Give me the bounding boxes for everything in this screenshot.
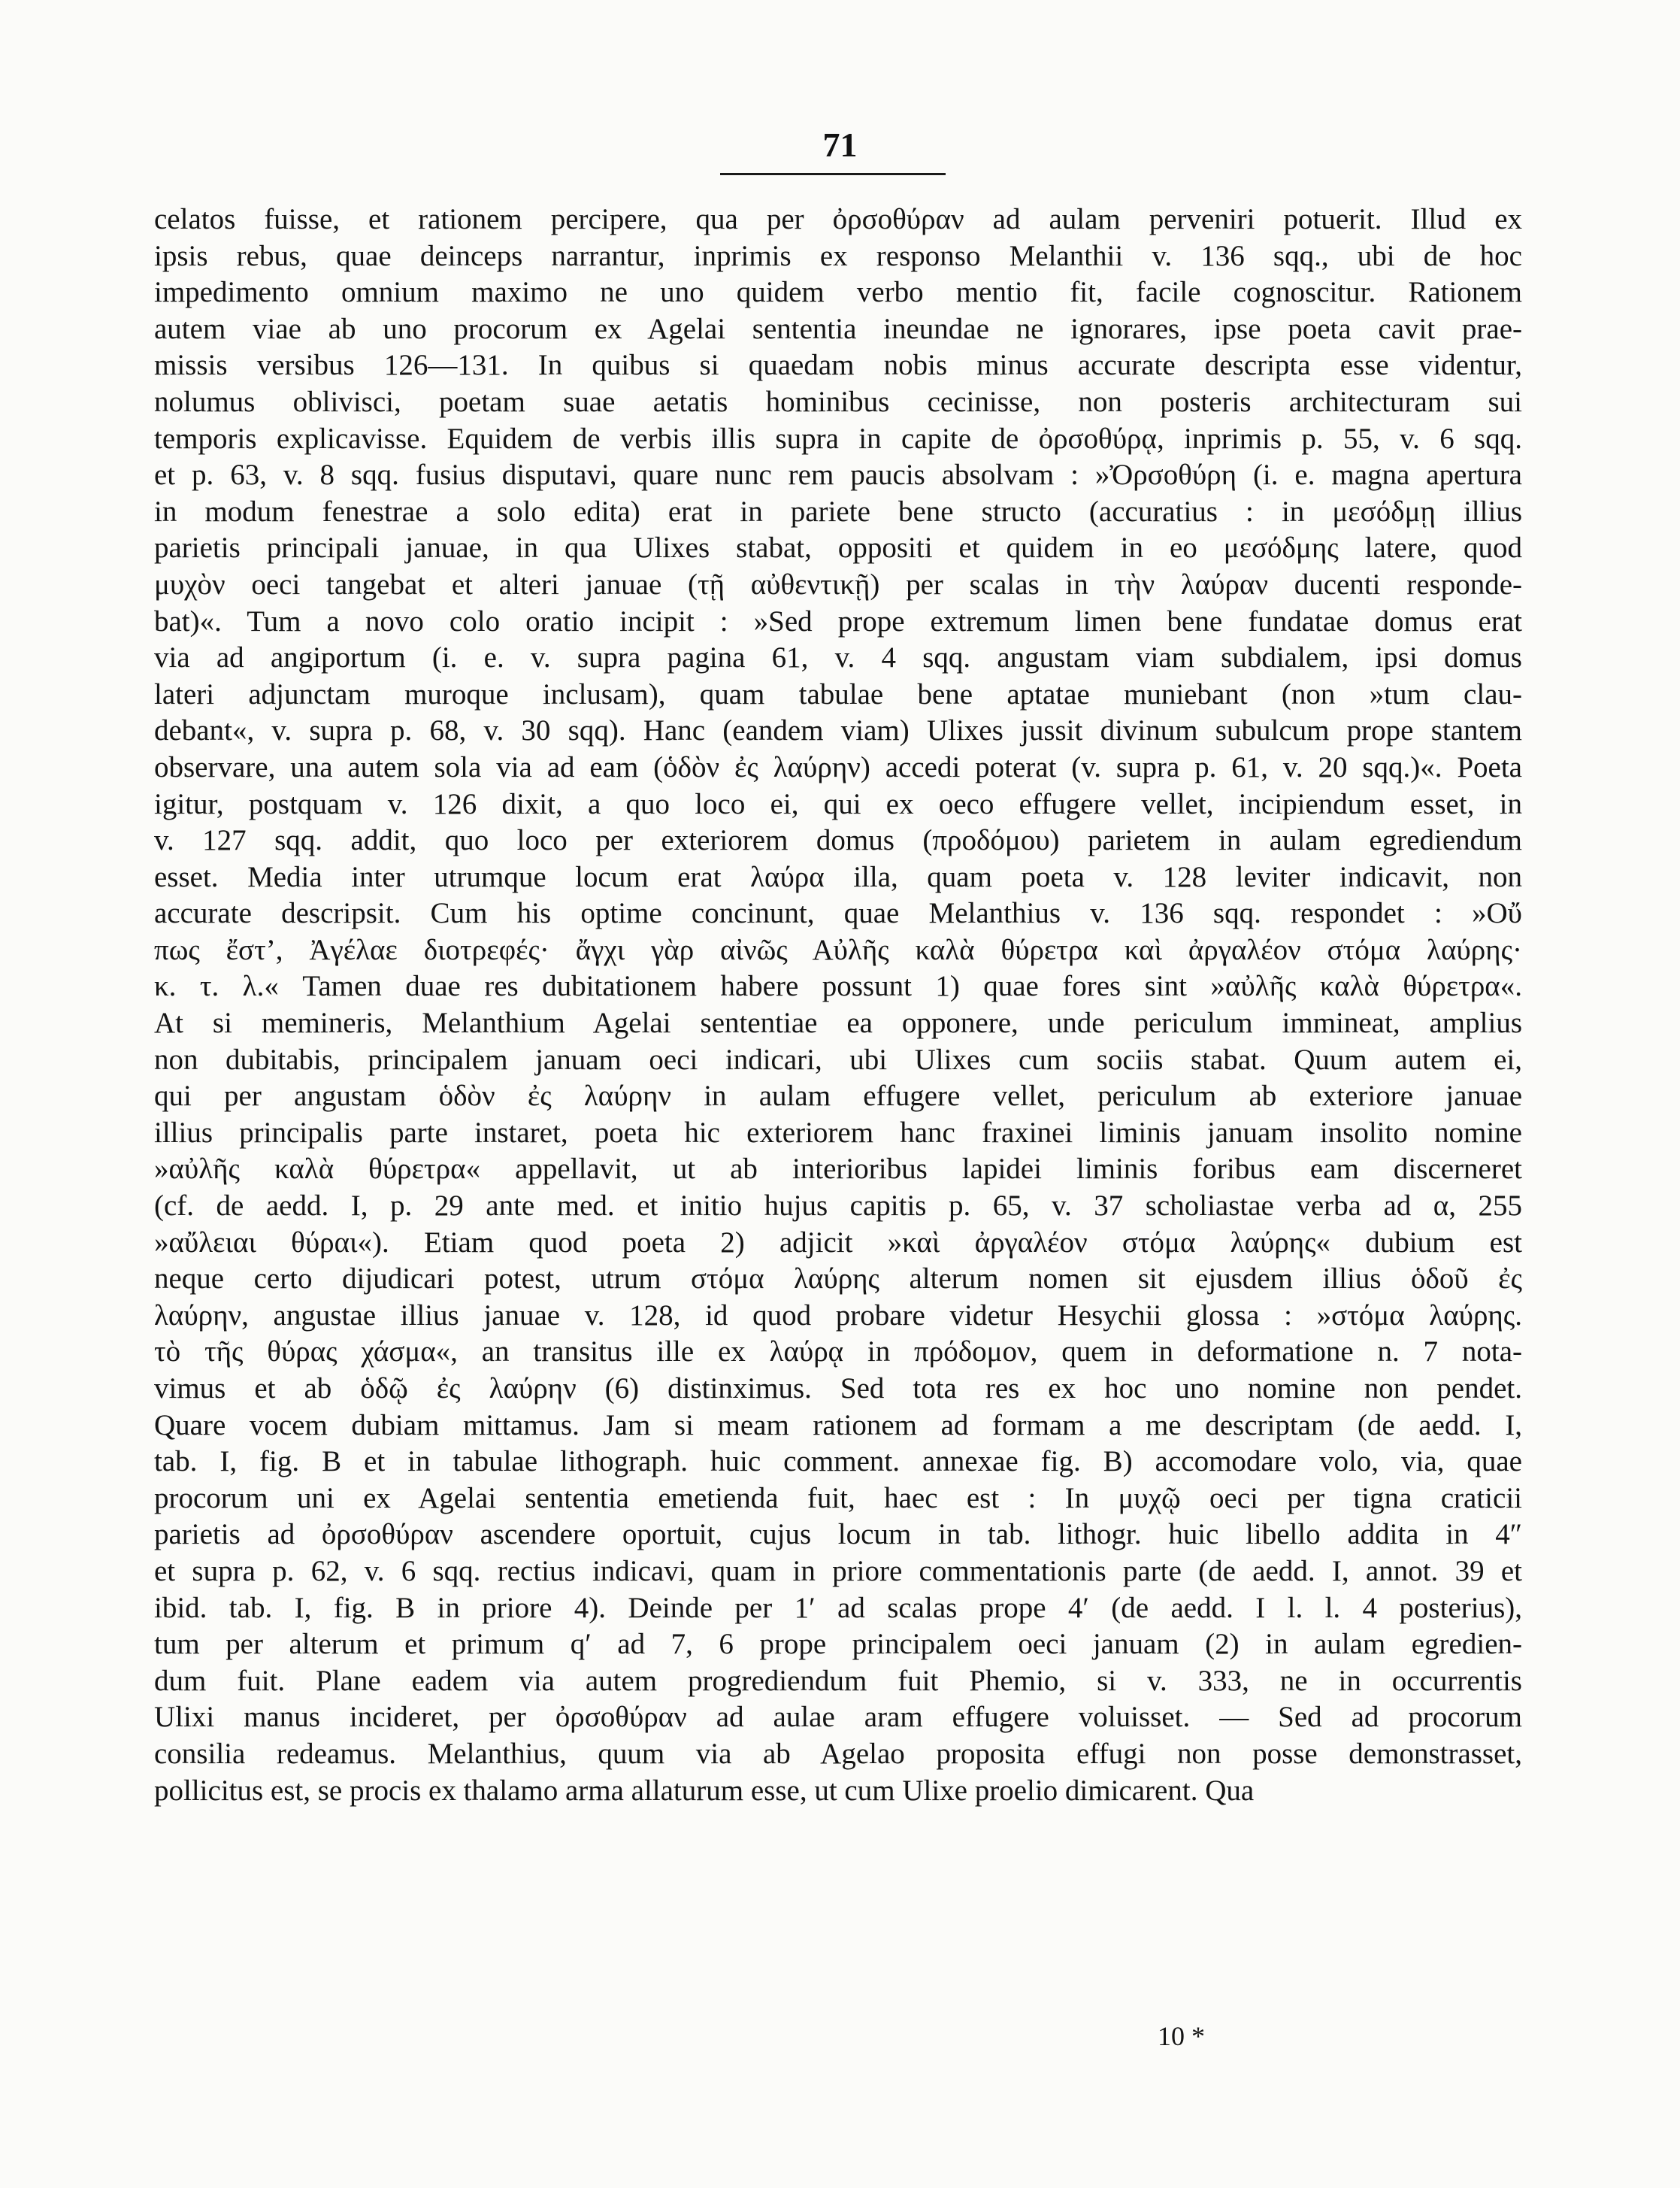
text-line: impedimento omnium maximo ne uno quidem verbo mentio fit, facile cognoscitur. Rationem: [154, 276, 1522, 309]
text-line: πως ἔστ’, Ἀγέλαε διοτρεφές· ἄγχι γὰρ αἰνῶς Αὐλῆς καλὰ θύρετρα καὶ ἀργαλέον στόμα λαύρης·: [154, 933, 1522, 966]
text-line: debant«, v. supra p. 68, v. 30 sqq). Hanc (eandem viam) Ulixes jussit divinum subulcum prope stantem: [154, 714, 1522, 747]
text-line: celatos fuisse, et rationem percipere, qua per ὀρσοθύραν ad aulam perveniri potuerit. Illud ex: [154, 203, 1522, 235]
body-text: [154, 202, 1522, 1809]
page-number: 71: [822, 126, 858, 164]
text-line: et p. 63, v. 8 sqq. fusius disputavi, quare nunc rem paucis absolvam : »Ὀρσοθύρη (i. e. magna apertura: [154, 459, 1522, 492]
text-line: accurate descripsit. Cum his optime concinunt, quae Melanthius v. 136 sqq. respondet : »Οὔ: [154, 897, 1522, 930]
text-line: bat)«. Tum a novo colo oratio incipit : »Sed prope extremum limen bene fundatae domus erat: [154, 605, 1522, 638]
text-line: procorum uni ex Agelai sententia emetienda fuit, haec est : In μυχῷ oeci per tigna craticii: [154, 1481, 1522, 1514]
text-line: At si memineris, Melanthium Agelai sententiae ea opponere, unde periculum immineat, amplius: [154, 1007, 1522, 1040]
text-line: lateri adjunctam muroque inclusam), quam tabulae bene aptatae muniebant (non »tum clau-: [154, 677, 1522, 711]
text-line: (cf. de aedd. I, p. 29 ante med. et initio hujus capitis p. 65, v. 37 scholiastae verba ad α, 255: [154, 1189, 1522, 1223]
text-line: tum per alterum et primum q′ ad 7, 6 prope principalem oeci januam (2) in aulam egredien-: [154, 1628, 1522, 1661]
text-line: missis versibus 126—131. In quibus si quaedam nobis minus accurate descripta esse videntur,: [154, 349, 1522, 382]
text-line: dum fuit. Plane eadem via autem progrediendum fuit Phemio, si v. 333, ne in occurrentis: [154, 1664, 1522, 1697]
text-line: τὸ τῆς θύρας χάσμα«, an transitus ille ex λαύρᾳ in πρόδομον, quem in deformatione n. 7 nota-: [154, 1335, 1522, 1368]
text-line: Quare vocem dubiam mittamus. Jam si meam rationem ad formam a me descriptam (de aedd. I,: [154, 1408, 1522, 1441]
text-line: μυχὸν oeci tangebat et alteri januae (τῇ αὐθεντικῇ) per scalas in τὴν λαύραν ducenti responde-: [154, 568, 1522, 601]
text-line: in modum fenestrae a solo edita) erat in pariete bene structo (accuratius : in μεσόδμῃ illius: [154, 495, 1522, 528]
text-line: v. 127 sqq. addit, quo loco per exteriorem domus (προδόμου) parietem in aulam egrediendum: [154, 824, 1522, 857]
text-line: via ad angiportum (i. e. v. supra pagina 61, v. 4 sqq. angustam viam subdialem, ipsi domus: [154, 641, 1522, 674]
text-line: non dubitabis, principalem januam oeci indicari, ubi Ulixes cum sociis stabat. Quum autem ei,: [154, 1043, 1522, 1076]
text-line: et supra p. 62, v. 6 sqq. rectius indicavi, quam in priore commentationis parte (de aedd. I, annot. 39 et: [154, 1554, 1522, 1587]
text-line: »αὔλειαι θύραι«). Etiam quod poeta 2) adjicit »καὶ ἀργαλέον στόμα λαύρης« dubium est: [154, 1226, 1522, 1259]
text-line: pollicitus est, se procis ex thalamo arma allaturum esse, ut cum Ulixe proelio dimicarent. Qua: [154, 1774, 1255, 1807]
text-line: Ulixi manus incideret, per ὀρσοθύραν ad aulae aram effugere voluisset. — Sed ad procorum: [154, 1701, 1522, 1734]
text-line: λαύρην, angustae illius januae v. 128, id quod probare videtur Hesychii glossa : »στόμα λαύρης.: [154, 1299, 1522, 1332]
text-line: parietis principali januae, in qua Ulixes stabat, oppositi et quidem in eo μεσόδμης latere, quod: [154, 532, 1522, 565]
text-line: temporis explicavisse. Equidem de verbis illis supra in capite de ὀρσοθύρᾳ, inprimis p. 55, v. 6 sqq.: [154, 422, 1522, 455]
text-line: »αὐλῆς καλὰ θύρετρα« appellavit, ut ab interioribus lapidei liminis foribus eam discerneret: [154, 1153, 1522, 1186]
text-line: illius principalis parte instaret, poeta hic exteriorem hanc fraxinei liminis januam insolito nomine: [154, 1116, 1522, 1149]
text-line: ipsis rebus, quae deinceps narrantur, inprimis ex responso Melanthii v. 136 sqq., ubi de hoc: [154, 239, 1522, 272]
text-line: tab. I, fig. B et in tabulae lithograph. huic comment. annexae fig. B) accomodare volo, via, quae: [154, 1445, 1522, 1478]
text-line: parietis ad ὀρσοθύραν ascendere oportuit, cujus locum in tab. lithogr. huic libello addita in 4″: [154, 1518, 1522, 1551]
signature-mark: 10 *: [1158, 2021, 1205, 2051]
text-line: igitur, postquam v. 126 dixit, a quo loco ei, qui ex oeco effugere vellet, incipiendum esset, in: [154, 787, 1522, 820]
text-line: ibid. tab. I, fig. B in priore 4). Deinde per 1′ ad scalas prope 4′ (de aedd. I l. l. 4 posterius),: [154, 1591, 1522, 1624]
text-line: autem viae ab uno procorum ex Agelai sententia ineundae ne ignorares, ipse poeta cavit prae-: [154, 312, 1522, 345]
text-line: esset. Media inter utrumque locum erat λαύρα illa, quam poeta v. 128 leviter indicavit, non: [154, 860, 1522, 893]
text-line: vimus et ab ὁδῷ ἐς λαύρην (6) distinximus. Sed tota res ex hoc uno nomine non pendet.: [154, 1372, 1522, 1405]
text-line: neque certo dijudicari potest, utrum στόμα λαύρης alterum nomen sit ejusdem illius ὁδοῦ ἐς: [154, 1262, 1522, 1296]
text-line: observare, una autem sola via ad eam (ὁδὸν ἐς λαύρην) accedi poterat (v. supra p. 61, v. 20 sqq.)«. Poeta: [154, 750, 1522, 783]
text-line: κ. τ. λ.« Tamen duae res dubitationem habere possunt 1) quae fores sint »αὐλῆς καλὰ θύρετρα«.: [154, 970, 1522, 1003]
header-rule: [720, 173, 946, 175]
text-line: consilia redeamus. Melanthius, quum via ab Agelao proposita effugi non posse demonstrasset,: [154, 1737, 1522, 1770]
text-line: nolumus oblivisci, poetam suae aetatis hominibus cecinisse, non posteris architecturam sui: [154, 385, 1522, 418]
text-line: qui per angustam ὁδὸν ἐς λαύρην in aulam effugere vellet, periculum ab exteriore januae: [154, 1080, 1522, 1113]
